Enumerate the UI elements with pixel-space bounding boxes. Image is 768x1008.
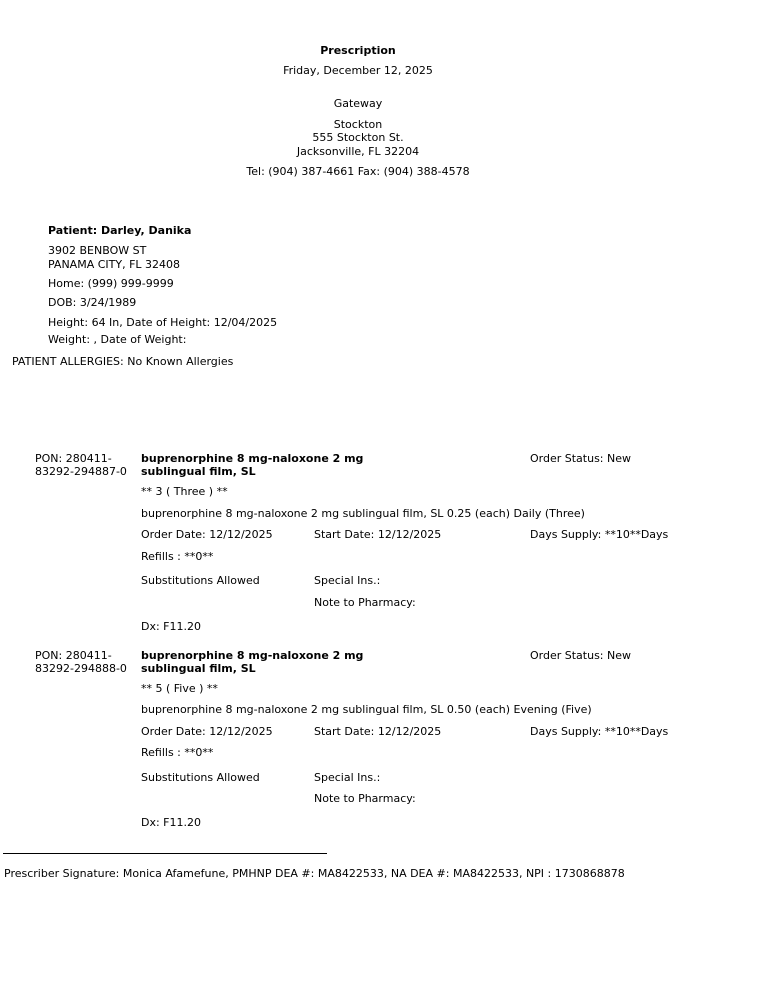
order-date: Order Date: 12/12/2025: [141, 528, 273, 541]
pharmacy-location: Stockton: [333, 118, 383, 131]
order-note-to-pharmacy: Note to Pharmacy:: [314, 792, 416, 805]
order-refills: Refills : **0**: [141, 550, 214, 563]
patient-city-state-zip: PANAMA CITY, FL 32408: [48, 258, 181, 271]
patient-allergies: PATIENT ALLERGIES: No Known Allergies: [12, 355, 234, 368]
order-drug-name-line2: sublingual film, SL: [141, 662, 256, 675]
patient-name: Patient: Darley, Danika: [48, 224, 192, 237]
order-refills: Refills : **0**: [141, 746, 214, 759]
order-substitutions: Substitutions Allowed: [141, 574, 260, 587]
order-pon-line1: PON: 280411-: [35, 452, 112, 465]
page-title: Prescription: [320, 44, 396, 57]
order-status: Order Status: New: [530, 649, 632, 662]
order-special-instructions: Special Ins.:: [314, 771, 381, 784]
order-pon-line2: 83292-294887-0: [35, 465, 127, 478]
order-pon-line1: PON: 280411-: [35, 649, 112, 662]
order-start-date: Start Date: 12/12/2025: [314, 528, 442, 541]
order-drug-name-line1: buprenorphine 8 mg-naloxone 2 mg: [141, 649, 364, 662]
pharmacy-address: 555 Stockton St.: [312, 131, 404, 144]
order-date: Order Date: 12/12/2025: [141, 725, 273, 738]
order-quantity: ** 5 ( Five ) **: [141, 682, 218, 695]
prescriber-signature: Prescriber Signature: Monica Afamefune, PMHNP DEA #: MA8422533, NA DEA #: MA8422533, NPI : 1730868878: [4, 867, 625, 880]
order-dx: Dx: F11.20: [141, 620, 202, 633]
order-sig: buprenorphine 8 mg-naloxone 2 mg sublingual film, SL 0.25 (each) Daily (Three): [141, 507, 585, 520]
patient-address: 3902 BENBOW ST: [48, 244, 147, 257]
order-days-supply: Days Supply: **10**Days: [530, 528, 669, 541]
order-sig: buprenorphine 8 mg-naloxone 2 mg sublingual film, SL 0.50 (each) Evening (Five): [141, 703, 592, 716]
patient-height: Height: 64 In, Date of Height: 12/04/2025: [48, 316, 278, 329]
order-days-supply: Days Supply: **10**Days: [530, 725, 669, 738]
patient-weight: Weight: , Date of Weight:: [48, 333, 187, 346]
order-start-date: Start Date: 12/12/2025: [314, 725, 442, 738]
order-drug-name-line1: buprenorphine 8 mg-naloxone 2 mg: [141, 452, 364, 465]
patient-dob: DOB: 3/24/1989: [48, 296, 137, 309]
prescription-date: Friday, December 12, 2025: [283, 64, 433, 77]
order-special-instructions: Special Ins.:: [314, 574, 381, 587]
patient-home-phone: Home: (999) 999-9999: [48, 277, 174, 290]
pharmacy-city-state-zip: Jacksonville, FL 32204: [296, 145, 420, 158]
order-pon-line2: 83292-294888-0: [35, 662, 127, 675]
order-drug-name-line2: sublingual film, SL: [141, 465, 256, 478]
order-dx: Dx: F11.20: [141, 816, 202, 829]
signature-line: [3, 853, 327, 854]
order-substitutions: Substitutions Allowed: [141, 771, 260, 784]
pharmacy-name: Gateway: [333, 97, 383, 110]
order-quantity: ** 3 ( Three ) **: [141, 485, 228, 498]
order-note-to-pharmacy: Note to Pharmacy:: [314, 596, 416, 609]
pharmacy-phone-fax: Tel: (904) 387-4661 Fax: (904) 388-4578: [246, 165, 470, 178]
order-status: Order Status: New: [530, 452, 632, 465]
